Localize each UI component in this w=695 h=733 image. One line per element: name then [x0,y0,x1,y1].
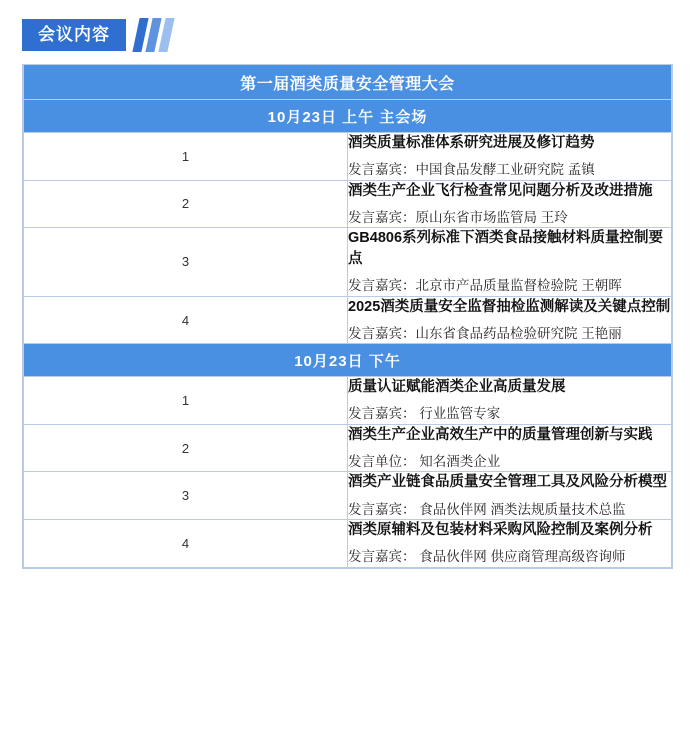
row-content [348,133,672,181]
row-content [348,228,672,297]
topic-title: 酒类产业链食品质量安全管理工具及风险分析模型 [348,474,667,491]
row-number: 1 [24,133,348,181]
speaker-line: 发言嘉宾： 行业监管专家 [348,406,501,422]
row-number: 2 [24,424,348,472]
session-label-morning: 10月23日 上午 主会场 [24,100,672,133]
row-content [348,472,672,520]
row-number: 4 [24,520,348,568]
topic-title: 酒类原辅料及包装材料采购风险控制及案例分析 [348,522,653,539]
topic-title: 2025酒类质量安全监督抽检监测解读及关键点控制 [348,298,671,315]
session-header-row [24,344,672,377]
speaker-line: 发言嘉宾：山东省食品药品检验研究院 王艳丽 [348,325,622,341]
speaker-line: 发言嘉宾：中国食品发酵工业研究院 孟镇 [348,162,595,178]
row-number: 2 [24,180,348,228]
stripe-icon-3 [158,18,174,52]
row-number: 1 [24,377,348,425]
agenda-page [0,12,695,733]
table-row [24,472,672,520]
row-content [348,296,672,344]
speaker-line: 发言嘉宾： 食品伙伴网 酒类法规质量技术总监 [348,501,626,517]
row-content [348,424,672,472]
agenda-table-wrapper [22,64,673,569]
row-content [348,377,672,425]
speaker-line: 发言嘉宾：原山东省市场监管局 王玲 [348,209,568,225]
topic-title: 酒类质量标准体系研究进展及修订趋势 [348,135,595,151]
table-row [24,228,672,297]
speaker-line: 发言单位： 知名酒类企业 [348,453,501,469]
table-row [24,520,672,568]
row-number: 4 [24,296,348,344]
row-number: 3 [24,472,348,520]
topic-title: 酒类生产企业高效生产中的质量管理创新与实践 [348,426,653,443]
row-content [348,180,672,228]
agenda-table [23,64,672,568]
table-row [24,133,672,181]
section-header-label: 会议内容 [22,19,126,51]
topic-title: 质量认证赋能酒类企业高质量发展 [348,379,566,396]
table-row [24,296,672,344]
speaker-line: 发言嘉宾：北京市产品质量监督检验院 王朝晖 [348,278,622,294]
table-row [24,377,672,425]
topic-title: GB4806系列标准下酒类食品接触材料质量控制要点 [348,230,664,268]
session-label-afternoon: 10月23日 下午 [24,344,672,377]
conference-title: 第一届酒类质量安全管理大会 [24,65,672,100]
topic-title: 酒类生产企业飞行检查常见问题分析及改进措施 [348,182,653,199]
table-row [24,180,672,228]
row-number: 3 [24,228,348,297]
section-header [22,12,695,58]
speaker-line: 发言嘉宾： 食品伙伴网 供应商管理高级咨询师 [348,549,626,565]
table-row [24,424,672,472]
session-header-row [24,100,672,133]
header-stripes-decoration [132,18,171,52]
conference-title-row [24,65,672,100]
row-content [348,520,672,568]
